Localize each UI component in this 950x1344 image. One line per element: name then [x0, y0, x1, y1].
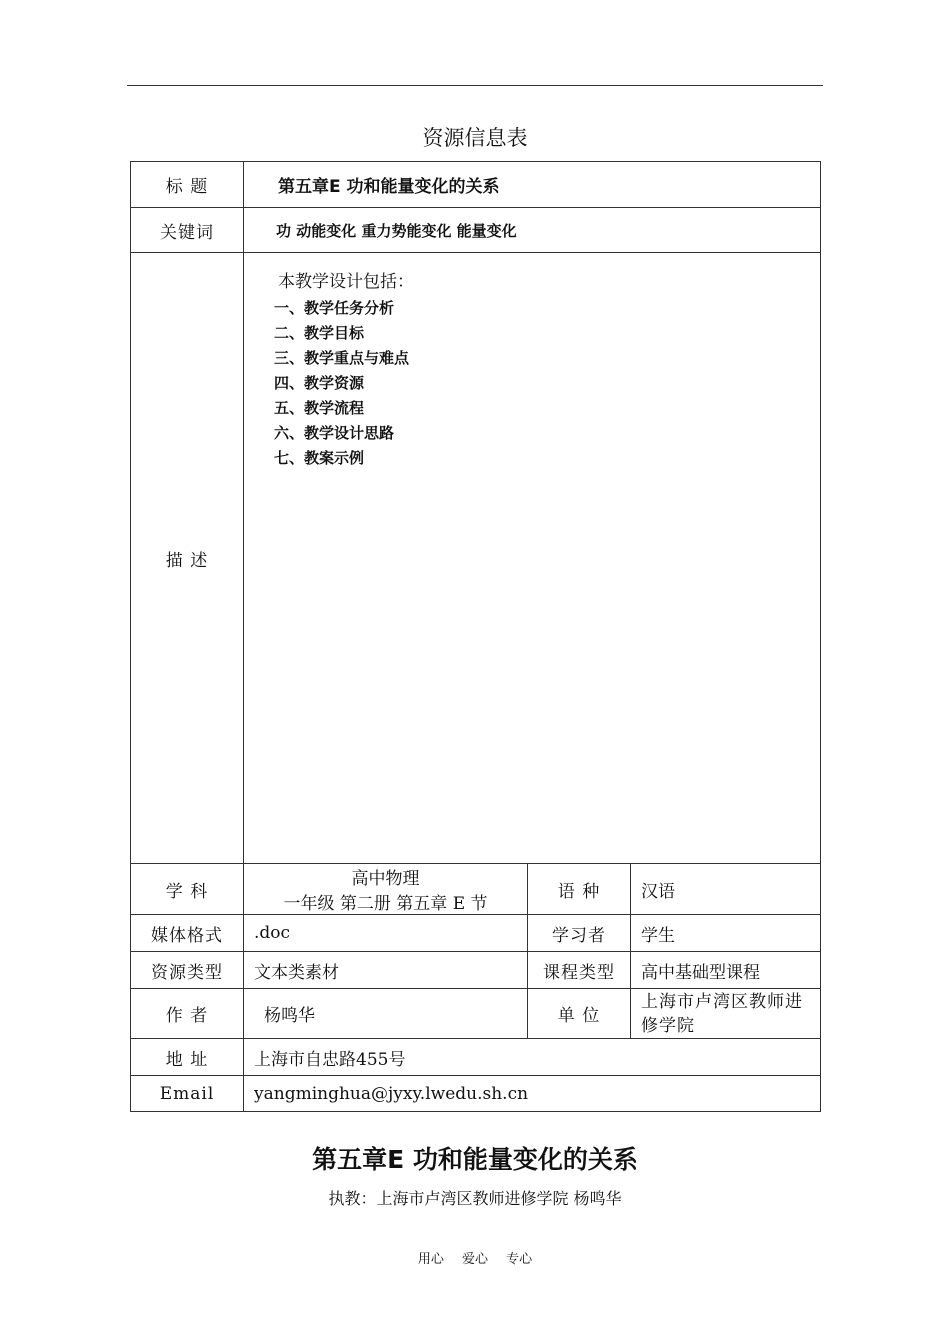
keywords-label: 关键词 — [131, 208, 244, 253]
unit-label: 单 位 — [528, 989, 631, 1039]
header-rule — [127, 85, 823, 86]
byline: 执教：上海市卢湾区教师进修学院 杨鸣华 — [328, 1189, 622, 1208]
document-title: 第五章E 功和能量变化的关系 — [312, 1145, 638, 1174]
table-row — [131, 952, 821, 989]
resource-type-value: 文本类素材 — [244, 952, 528, 989]
course-type-value: 高中基础型课程 — [631, 952, 821, 989]
description-list — [274, 296, 820, 471]
language-label: 语 种 — [528, 864, 631, 915]
list-item: 二、教学目标 — [274, 324, 365, 342]
page-footer: 用心 爱心 专心 — [417, 1252, 533, 1267]
list-item: 三、教学重点与难点 — [274, 349, 410, 367]
description-intro: 本教学设计包括： — [278, 272, 414, 292]
table-title: 资源信息表 — [422, 126, 528, 150]
media-label: 媒体格式 — [131, 915, 244, 952]
keywords-value: 功 动能变化 重力势能变化 能量变化 — [244, 208, 821, 253]
table-row — [131, 864, 821, 915]
table-row — [131, 162, 821, 208]
learner-label: 学习者 — [528, 915, 631, 952]
table-row — [131, 989, 821, 1039]
language-value: 汉语 — [631, 864, 821, 915]
description-label: 描 述 — [131, 253, 244, 864]
media-value: .doc — [244, 915, 528, 952]
table-row — [131, 1039, 821, 1076]
table-row — [131, 915, 821, 952]
subject-value — [244, 864, 528, 915]
course-type-label: 课程类型 — [528, 952, 631, 989]
list-item: 五、教学流程 — [274, 399, 365, 417]
unit-value: 上海市卢湾区教师进修学院 — [631, 989, 821, 1039]
address-value: 上海市自忠路455号 — [244, 1039, 821, 1076]
resource-type-label: 资源类型 — [131, 952, 244, 989]
table-row — [131, 208, 821, 253]
resource-info-table — [130, 161, 821, 1112]
list-item: 四、教学资源 — [274, 374, 365, 392]
email-value: yangminghua@jyxy.lwedu.sh.cn — [244, 1076, 821, 1112]
learner-value: 学生 — [631, 915, 821, 952]
email-label: Email — [131, 1076, 244, 1112]
table-row — [131, 253, 821, 864]
author-value: 杨鸣华 — [244, 989, 528, 1039]
list-item: 七、教案示例 — [274, 449, 365, 467]
subject-line-1: 高中物理 — [351, 869, 420, 889]
address-label: 地 址 — [131, 1039, 244, 1076]
list-item: 六、教学设计思路 — [274, 424, 395, 442]
table-row — [131, 1076, 821, 1112]
list-item: 一、教学任务分析 — [274, 299, 395, 317]
author-label: 作 者 — [131, 989, 244, 1039]
subject-line-2: 一年级 第二册 第五章 E 节 — [283, 894, 488, 914]
title-label: 标 题 — [131, 162, 244, 208]
title-value: 第五章E 功和能量变化的关系 — [244, 162, 821, 208]
description-cell — [244, 253, 821, 864]
subject-label: 学 科 — [131, 864, 244, 915]
